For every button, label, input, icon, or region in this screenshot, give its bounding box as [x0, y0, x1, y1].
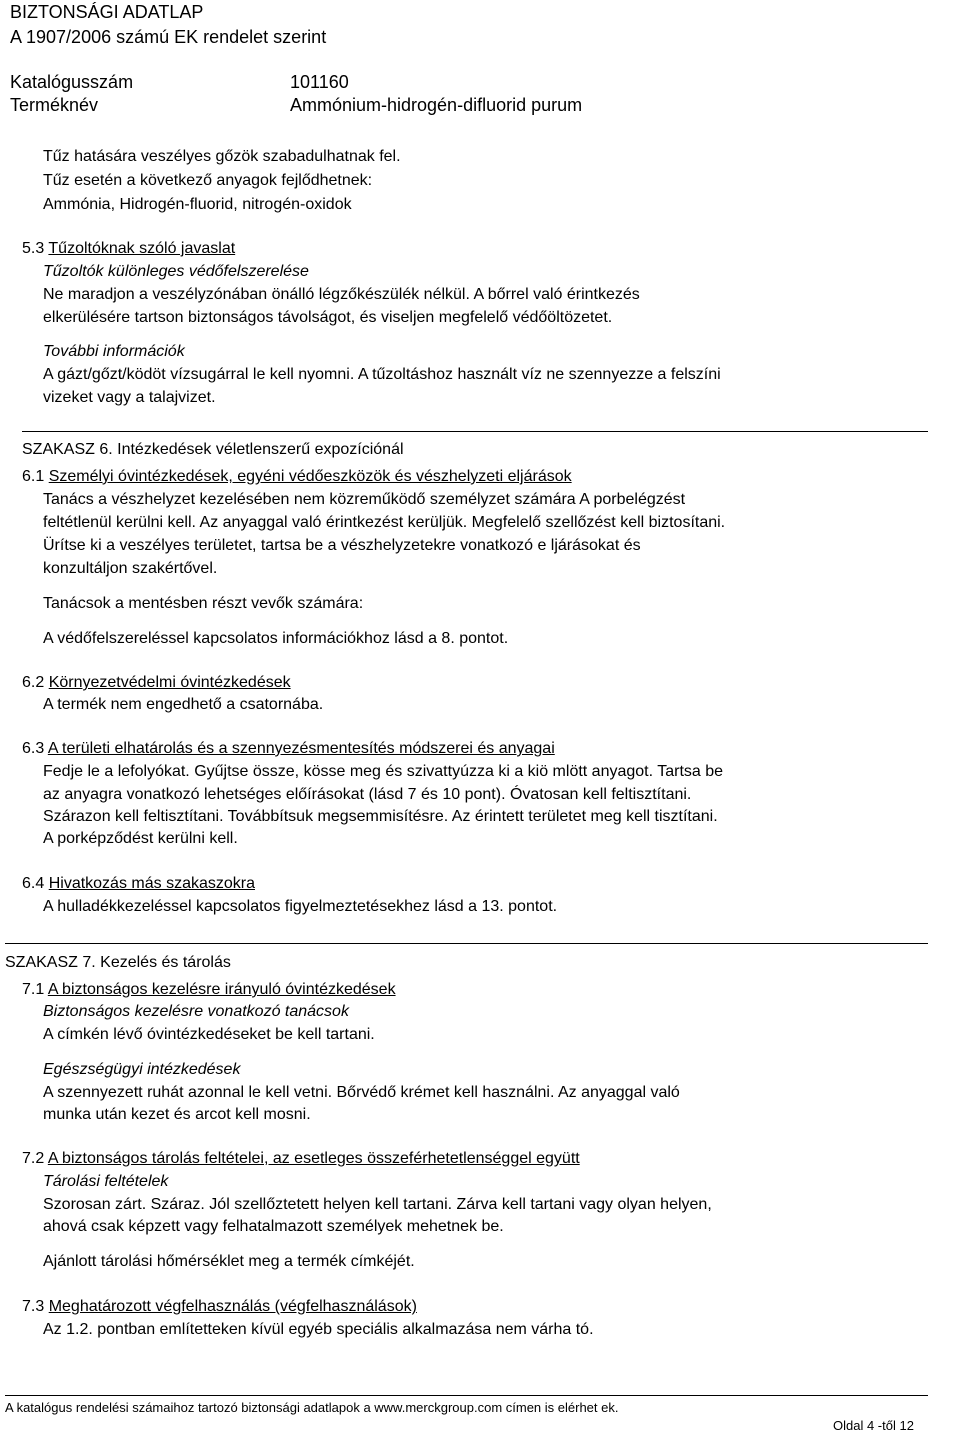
- section-7-heading: SZAKASZ 7. Kezelés és tárolás: [5, 954, 231, 971]
- fire-line-3: Ammónia, Hidrogén-fluorid, nitrogén-oxidok: [43, 196, 352, 213]
- section-7-1-heading: [22, 981, 396, 999]
- paragraph-line: Ne maradjon a veszélyzónában önálló légzőkészülék nélkül. A bőrrel való érintkezés: [43, 286, 640, 303]
- section-6-3-heading: [22, 740, 555, 758]
- section-title: Meghatározott végfelhasználás (végfelhasználások): [48, 1298, 417, 1315]
- section-5-3-heading: [22, 240, 235, 258]
- section-title: A területi elhatárolás és a szennyezésmentesítés módszerei és anyagai: [47, 740, 555, 757]
- paragraph-line: A szennyezett ruhát azonnal le kell vetni. Bőrvédő krémet kell használni. Az anyaggal való: [43, 1084, 680, 1101]
- paragraph-line: munka után kezet és arcot kell mosni.: [43, 1106, 311, 1123]
- paragraph-line: Tanács a vészhelyzet kezelésében nem közreműködő személyzet számára A porbelégzést: [43, 491, 686, 508]
- section-title: Hivatkozás más szakaszokra: [48, 875, 255, 892]
- paragraph-line: Fedje le a lefolyókat. Gyűjtse össze, kösse meg és szivattyúzza ki a kiö mlött anyagot. Tartsa be: [43, 763, 724, 780]
- paragraph-line: A gázt/gőzt/ködöt vízsugárral le kell nyomni. A tűzoltáshoz használt víz ne szennyezze a felszíni: [43, 366, 721, 383]
- section-title: A biztonságos kezelésre irányuló óvintézkedések: [47, 981, 396, 998]
- document-title: BIZTONSÁGI ADATLAP: [10, 2, 204, 22]
- section-number: 6.3: [22, 740, 45, 757]
- page-number: Oldal 4 -től 12: [833, 1418, 914, 1433]
- paragraph-line: Ürítse ki a veszélyes területet, tartsa be a vészhelyzetekre vonatkozó e ljárásokat és: [43, 537, 641, 554]
- section-7-3-heading: [22, 1298, 417, 1316]
- subheading: Tűzoltók különleges védőfelszerelése: [43, 263, 309, 280]
- section-title: Tűzoltóknak szóló javaslat: [48, 240, 236, 257]
- paragraph-line: az anyagra vonatkozó lehetséges előírásokat (lásd 7 és 10 pont). Óvatosan kell feltisztítani.: [43, 786, 692, 803]
- section-7-2-heading: [22, 1150, 580, 1168]
- section-6-4-heading: [22, 875, 255, 893]
- section-divider: [5, 943, 928, 944]
- product-label: Terméknév: [10, 95, 99, 115]
- paragraph-line: Szorosan zárt. Száraz. Jól szellőztetett helyen kell tartani. Zárva kell tartani vagy olyan helyen,: [43, 1196, 712, 1213]
- fire-line-1: Tűz hatására veszélyes gőzök szabadulhatnak fel.: [43, 148, 401, 165]
- paragraph-line: Az 1.2. pontban említetteken kívül egyéb speciális alkalmazása nem várha tó.: [43, 1321, 594, 1338]
- section-6-2-heading: [22, 674, 291, 692]
- paragraph-line: A termék nem engedhető a csatornába.: [43, 696, 324, 713]
- paragraph-line: A porképződést kerülni kell.: [43, 830, 238, 847]
- paragraph-line: Szárazon kell feltisztítani. Továbbítsuk megsemmisítésre. Az érintett területet meg kell tisztítani.: [43, 808, 718, 825]
- paragraph-line: Tanácsok a mentésben részt vevők számára:: [43, 595, 364, 612]
- section-number: 7.2: [22, 1150, 45, 1167]
- paragraph-line: A hulladékkezeléssel kapcsolatos figyelmeztetésekhez lásd a 13. pontot.: [43, 898, 558, 915]
- catalog-label: Katalógusszám: [10, 72, 134, 92]
- section-6-heading: SZAKASZ 6. Intézkedések véletlenszerű expozíciónál: [22, 441, 404, 458]
- paragraph-line: A védőfelszereléssel kapcsolatos információkhoz lásd a 8. pontot.: [43, 630, 509, 647]
- subheading: Tárolási feltételek: [43, 1173, 169, 1190]
- section-number: 6.4: [22, 875, 45, 892]
- section-number: 6.2: [22, 674, 45, 691]
- section-number: 7.3: [22, 1298, 45, 1315]
- paragraph-line: vizeket vagy a talajvizet.: [43, 389, 216, 406]
- section-number: 7.1: [22, 981, 45, 998]
- footer-divider: [5, 1395, 928, 1396]
- document-subtitle: A 1907/2006 számú EK rendelet szerint: [10, 27, 327, 47]
- section-divider: [22, 431, 928, 432]
- subheading: Biztonságos kezelésre vonatkozó tanácsok: [43, 1003, 349, 1020]
- paragraph-line: konzultáljon szakértővel.: [43, 560, 218, 577]
- paragraph-line: A címkén lévő óvintézkedéseket be kell tartani.: [43, 1026, 375, 1043]
- paragraph-line: feltétlenül kerülni kell. Az anyaggal való érintkezést kerüljük. Megfelelő szellőzést kell biztosítani.: [43, 514, 726, 531]
- paragraph-line: ahová csak képzett vagy felhatalmazott személyek mehetnek be.: [43, 1218, 504, 1235]
- paragraph-line: elkerülésére tartson biztonságos távolságot, és viseljen megfelelő védőöltözetet.: [43, 309, 613, 326]
- paragraph-line: Ajánlott tárolási hőmérséklet meg a termék címkéjét.: [43, 1253, 415, 1270]
- section-6-1-heading: [22, 468, 572, 486]
- catalog-value: 101160: [290, 72, 349, 92]
- product-value: Ammónium-hidrogén-difluorid purum: [290, 95, 583, 115]
- subheading: További információk: [43, 343, 185, 360]
- subheading: Egészségügyi intézkedések: [43, 1061, 241, 1078]
- footer-note: A katalógus rendelési számaihoz tartozó biztonsági adatlapok a www.merckgroup.com címen is elérhet ek.: [5, 1400, 619, 1415]
- section-title: Személyi óvintézkedések, egyéni védőeszközök és vészhelyzeti eljárások: [48, 468, 572, 485]
- section-title: Környezetvédelmi óvintézkedések: [48, 674, 291, 691]
- section-number: 6.1: [22, 468, 45, 485]
- section-number: 5.3: [22, 240, 45, 257]
- fire-line-2: Tűz esetén a következő anyagok fejlődhetnek:: [43, 172, 373, 189]
- section-title: A biztonságos tárolás feltételei, az esetleges összeférhetetlenséggel együtt: [47, 1150, 580, 1167]
